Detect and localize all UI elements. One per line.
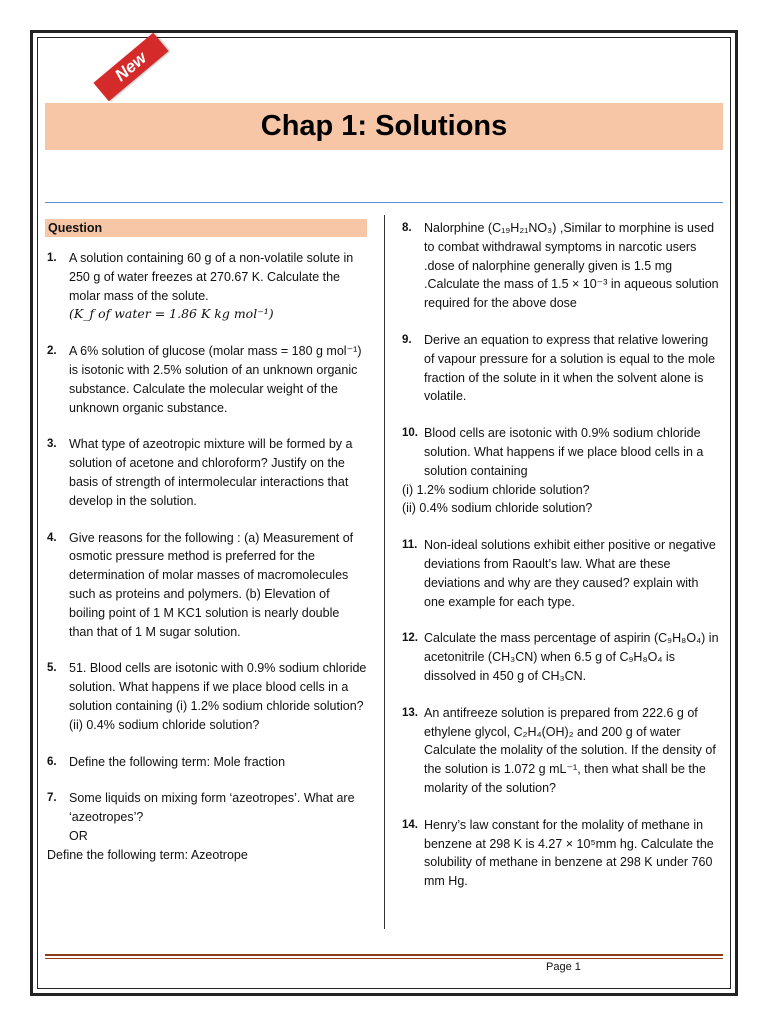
question-item	[45, 789, 367, 864]
question-item	[45, 753, 367, 772]
question-item	[45, 435, 367, 510]
question-item	[400, 536, 722, 611]
question-text: A 6% solution of glucose (molar mass = 180 g mol⁻¹) is isotonic with 2.5% solution of an unknown organic substance. Calculate the molecular weight of the unknown organic substance.	[69, 344, 362, 415]
question-text: Calculate the mass percentage of aspirin (C₉H₈O₄) in acetonitrile (CH₃CN) when 6.5 g of C₉H₈O₄ is dissolved in 450 g of CH₃CN.	[424, 631, 719, 683]
question-text: An antifreeze solution is prepared from 222.6 g of ethylene glycol, C₂H₄(OH)₂ and 200 g of water Calculate the molality of the solution. If the density of the solution is 1.072 g mL⁻¹, then what shall be the molarity of the solution?	[424, 705, 716, 795]
page-title: Chap 1: Solutions	[260, 110, 508, 142]
question-number: 2.	[47, 345, 57, 358]
question-number: 8.	[402, 222, 412, 234]
question-number: 13.	[402, 706, 418, 719]
question-text: Give reasons for the following : (a) Measurement of osmotic pressure method is preferred for the determination of molar masses of macromolecules such as proteins and polymers. (b) Elevation of boiling point of 1 M KC1 solution is nearly double than that of 1 M sugar solution.	[69, 530, 354, 639]
question-item	[45, 249, 367, 324]
question-number: 1.	[47, 252, 57, 264]
section-header: Question	[45, 219, 367, 237]
new-ribbon-badge: New	[93, 33, 168, 102]
title-band	[45, 103, 723, 150]
question-number: 11.	[402, 539, 418, 552]
title-divider	[45, 202, 723, 203]
question-number: 6.	[47, 755, 57, 768]
question-item	[45, 529, 367, 642]
question-item	[400, 704, 722, 798]
question-number: 4.	[47, 531, 57, 544]
question-number: 14.	[402, 818, 418, 831]
right-column	[400, 219, 722, 909]
left-column	[45, 249, 367, 883]
question-item	[400, 219, 722, 313]
question-number: 12.	[402, 632, 418, 645]
or-separator: OR	[69, 828, 88, 843]
question-text: Derive an equation to express that relative lowering of vapour pressure for a solution is equal to the mole fraction of the solute in it when the solvent alone is volatile.	[424, 332, 716, 404]
question-text: A solution containing 60 g of a non-volatile solute in 250 g of water freezes at 270.67 K. Calculate the molar mass of the solute.	[69, 251, 354, 303]
question-alt-text: Define the following term: Azeotrope	[47, 847, 248, 862]
footer-rule-thin	[45, 958, 723, 959]
question-item	[400, 424, 722, 518]
question-text: Blood cells are isotonic with 0.9% sodium chloride solution. What happens if we place blood cells in a solution containing	[424, 426, 704, 478]
question-subitem: (i) 1.2% sodium chloride solution?	[402, 482, 590, 497]
question-item	[45, 659, 367, 734]
question-text: What type of azeotropic mixture will be formed by a solution of acetone and chloroform? Justify on the basis of strength of intermolecular interactions that develop in the solution.	[69, 437, 353, 508]
page-number: Page 1	[546, 961, 581, 973]
question-text: 51. Blood cells are isotonic with 0.9% sodium chloride solution. What happens if we place blood cells in a solution containing (i) 1.2% sodium chloride solution? (ii) 0.4% sodium chloride solution?	[69, 661, 367, 732]
question-number: 9.	[402, 333, 412, 346]
question-subitem: (ii) 0.4% sodium chloride solution?	[402, 501, 593, 516]
question-item	[400, 331, 722, 406]
question-item	[45, 342, 367, 417]
question-text: Define the following term: Mole fraction	[69, 754, 286, 769]
question-formula: (K_f of water = 1.86 K kg mol⁻¹)	[69, 306, 274, 322]
question-number: 5.	[47, 662, 57, 675]
question-item	[400, 629, 722, 685]
question-item	[400, 816, 722, 891]
question-text: Some liquids on mixing form ‘azeotropes’. What are ‘azeotropes’?	[69, 791, 355, 825]
question-number: 10.	[402, 427, 418, 440]
footer-rule	[45, 954, 723, 956]
question-text: Nalorphine (C₁₉H₂₁NO₃) ,Similar to morphine is used to combat withdrawal symptoms in narcotic users .dose of nalorphine generally given is 1.5 mg .Calculate the mass of 1.5 × 10⁻³ in aqueous solution required for the above dose	[424, 221, 719, 311]
question-number: 3.	[47, 438, 57, 451]
column-divider	[384, 215, 385, 929]
question-text: Non-ideal solutions exhibit either positive or negative deviations from Raoult’s law. What are these deviations and why are they caused? explain with one example for each type.	[424, 538, 716, 609]
question-text: Henry’s law constant for the molality of methane in benzene at 298 K is 4.27 × 10⁵mm hg. Calculate the solubility of methane in benzene at 298 K under 760 mm Hg.	[424, 817, 714, 889]
question-number: 7.	[47, 792, 57, 805]
